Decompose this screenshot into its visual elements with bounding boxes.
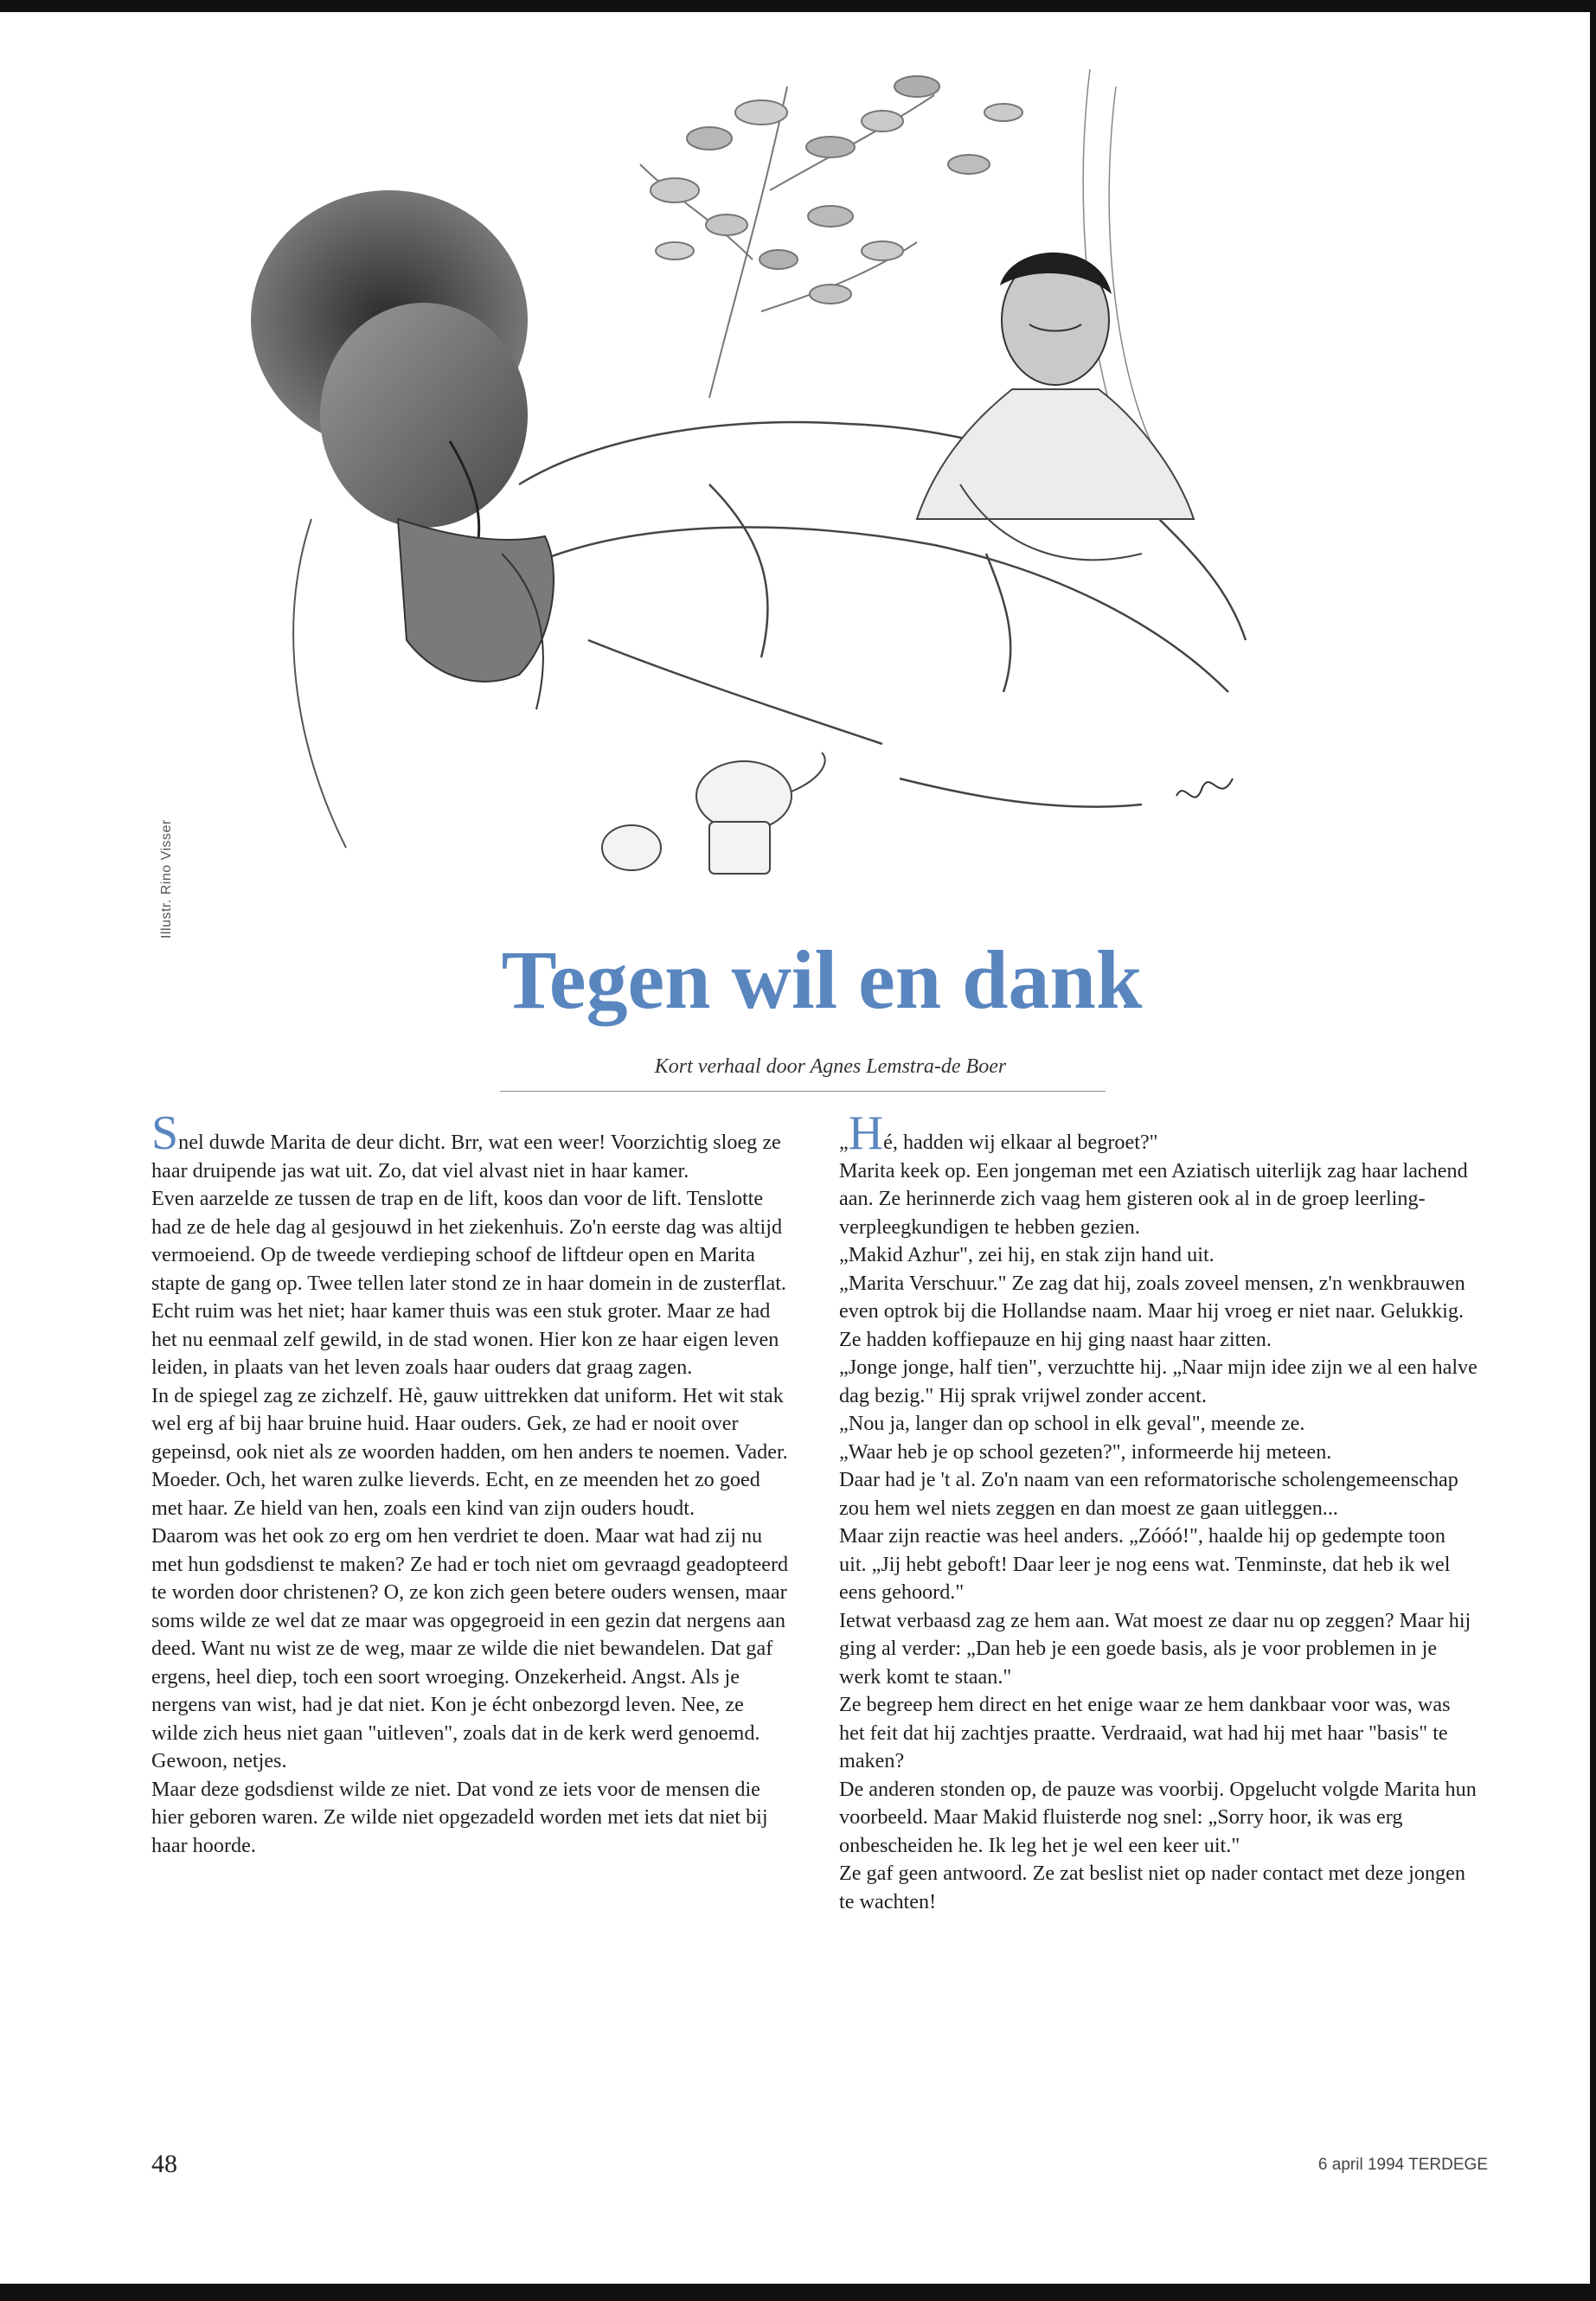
- young-man-figure: [917, 253, 1194, 560]
- scan-border-bottom: [0, 2284, 1596, 2301]
- paragraph: Even aarzelde ze tussen de trap en de lift, koos dan voor de lift. Tenslotte had ze de hele dag al gesjouwd in het ziekenhuis. Zo'n eerste dag was altijd vermoeiend. Op de tweede verdieping schoof de liftdeur open en Marita stapte de gang op. Twee tellen later stond ze in haar domein in de zusterflat. Echt ruim was het niet; haar kamer thuis was een stuk groter. Maar ze had het nu eenmaal zelf gewild, in de stad wonen. Hier kon ze haar eigen leven leiden, in plaats van het leven zoals haar ouders dat graag zagen.: [151, 1187, 786, 1379]
- paragraph: „Marita Verschuur." Ze zag dat hij, zoals zoveel mensen, z'n wenkbrauwen even optrok bij die Hollandse naam. Maar hij vroeg er niet naar. Gelukkig.: [839, 1271, 1465, 1323]
- story-illustration: [225, 35, 1419, 952]
- artist-signature: [1176, 779, 1233, 798]
- opening-paragraph: Snel duwde Marita de deur dicht. Brr, wat een weer! Voorzichtig sloeg ze haar druipende jas wat uit. Zo, dat viel alvast niet in haar kamer.: [151, 1106, 781, 1183]
- issue-date-magazine: 6 april 1994 TERDEGE: [1317, 2156, 1488, 2174]
- paragraph: Maar deze godsdienst wilde ze niet. Dat vond ze iets voor de mensen die hier geboren waren. Ze wilde niet opgezadeld worden met iets dat niet bij haar hoorde.: [151, 1777, 768, 1857]
- paragraph: Ietwat verbaasd zag ze hem aan. Wat moest ze daar nu op zeggen? Maar hij ging al verder: „Dan heb je een goede basis, als je voor problemen in je werk komt te staan.": [839, 1608, 1471, 1689]
- paragraph: Daarom was het ook zo erg om hen verdriet te doen. Maar wat had zij nu met hun godsdienst te maken? Ze had er toch niet om gevraagd geadopteerd te worden door christenen? O, ze kon zich geen betere ouders wensen, maar soms wilde ze wel dat ze maar was opgegroeid in een gezin dat nergens aan deed. Want nu wist ze de weg, maar ze wilde die niet bewandelen. Dat gaf ergens, heel diep, toch een soort wroeging. Onzekerheid. Angst. Als je nergens van wist, had je dat niet. Kon je écht onbezorgd leven. Nee, ze wilde zich heus niet gaan "uitleven", zoals dat in de kerk werd genoemd. Gewoon, netjes.: [151, 1524, 789, 1772]
- paragraph: „Jonge jonge, half tien", verzuchtte hij. „Naar mijn idee zijn we al een halve dag bezig." Hij sprak vrijwel zonder accent.: [839, 1356, 1477, 1407]
- paragraph: Ze begreep hem direct en het enige waar ze hem dankbaar voor was, was het feit dat hij zachtjes praatte. Verdraaid, wat had hij met haar "basis" te maken?: [839, 1693, 1451, 1772]
- woman-figure: [251, 190, 554, 848]
- paragraph: De anderen stonden op, de pauze was voorbij. Opgelucht volgde Marita hun voorbeeld. Maar Makid fluisterde nog snel: „Sorry hoor, ik was erg onbescheiden he. Ik leg het je wel een keer uit.": [839, 1777, 1477, 1857]
- illustration-credit: Illustr. Rino Visser: [159, 819, 174, 939]
- plant-foliage: [640, 76, 1022, 398]
- left-text-column: [151, 1106, 790, 1860]
- opening-paragraph: „Hé, hadden wij elkaar al begroet?": [839, 1106, 1158, 1160]
- page-number: 48: [151, 2150, 177, 2178]
- paragraph: Marita keek op. Een jongeman met een Aziatisch uiterlijk zag haar lachend aan. Ze herinnerde zich vaag hem gisteren ook al in de groep leerling-verpleegkundigen te hebben gezien.: [839, 1158, 1468, 1239]
- paragraph: „Nou ja, langer dan op school in elk geval", meende ze.: [839, 1412, 1305, 1435]
- title-divider: [500, 1091, 1106, 1092]
- paragraph: Daar had je 't al. Zo'n naam van een reformatorische scholengemeenschap zou hem wel niets zeggen en dan moest ze gaan uitleggen...: [839, 1468, 1458, 1520]
- paragraph: „Waar heb je op school gezeten?", informeerde hij meteen.: [839, 1439, 1332, 1464]
- paragraph: In de spiegel zag ze zichzelf. Hè, gauw uittrekken dat uniform. Het wit stak wel erg af bij haar bruine huid. Haar ouders. Gek, ze had er nooit over gepeinsd, ook niet als ze woorden hadden, om hen anders te noemen. Vader. Moeder. Och, het waren zulke lieverds. Echt, en ze meenden het zo goed met haar. Ze hield van hen, zoals een kind van zijn ouders houdt.: [151, 1383, 788, 1520]
- scan-border-top: [0, 0, 1596, 12]
- tea-set: [602, 753, 825, 874]
- scan-border-right: [1590, 0, 1596, 2301]
- right-text-column: [839, 1106, 1477, 1916]
- paragraph: „Makid Azhur", zei hij, en stak zijn hand uit.: [839, 1243, 1215, 1266]
- story-title: Tegen wil en dank: [501, 933, 1143, 1026]
- story-byline: Kort verhaal door Agnes Lemstra-de Boer: [654, 1055, 1007, 1078]
- paragraph: Maar zijn reactie was heel anders. „Zóóó!", haalde hij op gedempte toon uit. „Jij hebt geboft! Daar leer je nog eens wat. Tenminste, dat heb ik wel eens gehoord.": [839, 1524, 1451, 1604]
- paragraph: Ze hadden koffiepauze en hij ging naast haar zitten.: [839, 1327, 1272, 1351]
- drop-cap: H: [848, 1106, 884, 1160]
- drop-cap: S: [151, 1106, 179, 1160]
- paragraph: Ze gaf geen antwoord. Ze zat beslist niet op nader contact met deze jongen te wachten!: [839, 1862, 1465, 1913]
